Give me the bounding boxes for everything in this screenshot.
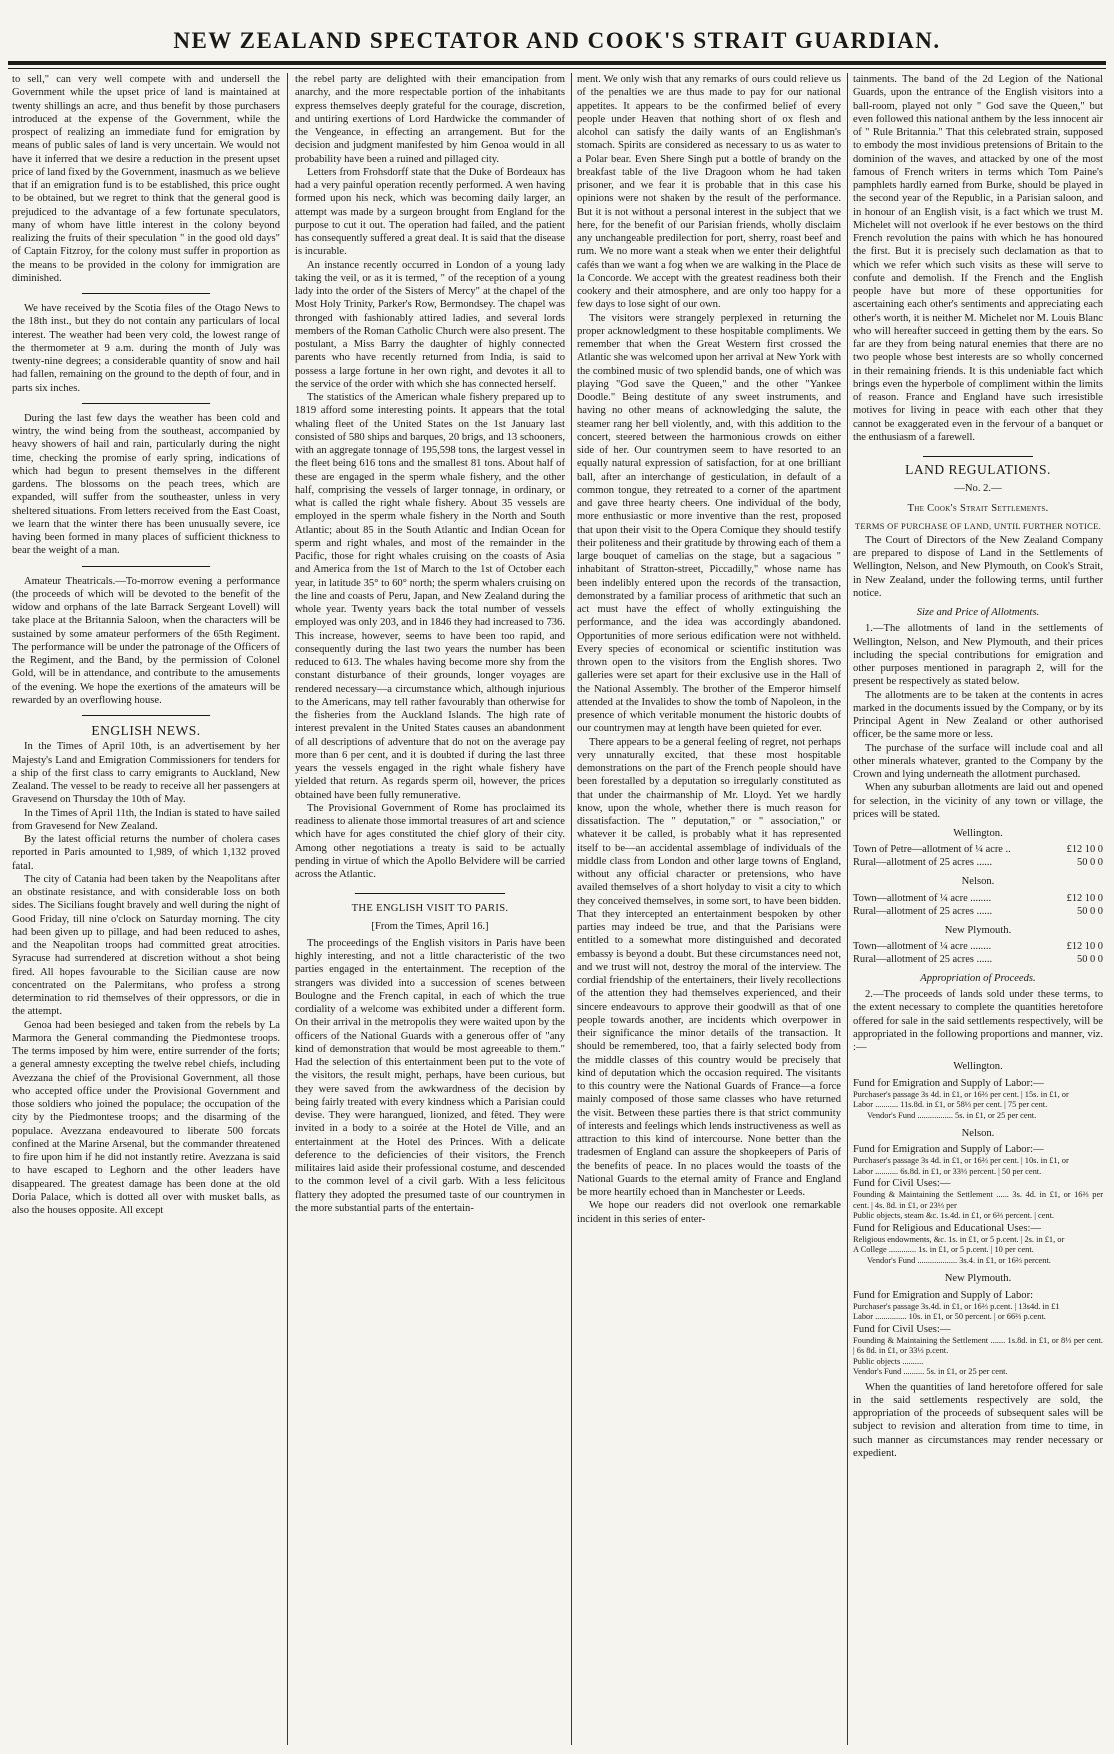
- price-label: Rural—allotment of 25 acres ......: [853, 857, 993, 869]
- fund-settlement-nelson: Nelson.: [961, 1128, 995, 1139]
- article-paragraph: In the Times of April 11th, the Indian is stated to have sailed from Gravesend for New Zealand.: [12, 807, 280, 832]
- column-2: [295, 73, 565, 1745]
- settlement-name-wellington: Wellington.: [953, 828, 1003, 839]
- regulation-number: —No. 2.—: [954, 483, 1002, 495]
- price-label: Rural—allotment of 25 acres ......: [853, 953, 993, 965]
- fund-line: Purchaser's passage 3s.4d. in £1, or 16⅔ p.cent. | 13s4d. in £1: [853, 1301, 1060, 1311]
- column-divider-1: [287, 73, 288, 1745]
- article-paragraph: 2.—The proceeds of lands sold under these terms, to the extent necessary to complete the quantities heretofore offered for sale in the said settlements respectively, will be appropriated in the following proportions and manner, viz. :—: [853, 989, 1103, 1053]
- section-divider: [82, 403, 210, 404]
- price-label: Town of Petre—allotment of ¼ acre ..: [853, 844, 1011, 856]
- column-divider-3: [847, 73, 848, 1745]
- article-paragraph: The Court of Directors of the New Zealand Company are prepared to dispose of Land in the Settlements of Wellington, Nelson, and New Plymouth, on Cook's Strait, in New Zealand, under the following terms, until further notice.: [853, 534, 1103, 599]
- article-paragraph: In the Times of April 10th, is an advertisement by her Majesty's Land and Emigration Commissioners for tenders for a ship of the first class to carry emigrants to Auckland, New Zealand. The vessel to be ready to receive all her passengers at Gravesend on Thursday the 10th of May.: [12, 741, 280, 806]
- article-paragraph: The purchase of the surface will include coal and all other minerals whatever, granted to the Company by the Crown and lying underneath the allotment purchased.: [853, 742, 1103, 780]
- fund-settlement-new-plymouth: New Plymouth.: [944, 1273, 1012, 1285]
- price-row: [853, 905, 1103, 918]
- fund-heading: Fund for Emigration and Supply of Labor:—: [853, 1144, 1044, 1156]
- price-row: [853, 953, 1103, 966]
- article-paragraph: During the last few days the weather has been cold and wintry, the wind being from the southeast, accompanied by heavy showers of hail and rain, particularly during the night time, checking the promise of early spring, indications of which had begun to present themselves in the different gardens. The blossoms on the peach trees, which are expanded, will suffer from the southeaster, unless in very sheltered situations. From letters received from the East Coast, we learn that the winter there has been unusually severe, ice having been formed in many places of sufficient thickness to bear the weight of a man.: [12, 412, 280, 557]
- masthead-title: NEW ZEALAND SPECTATOR AND COOK'S STRAIT GUARDIAN.: [173, 28, 941, 53]
- article-paragraph: ment. We only wish that any remarks of ours could relieve us of the penalties we are thus made to pay for our national appetites. It appears to be the confirmed belief of every people under Heaven that nothing short of ox flesh and alcohol can satisfy the daily wants of an Englishman's stomach. Spirits are considered as necessary to us as water to a Polar bear. Even Shere Singh put a bottle of brandy on the breakfast table of the live Dragoon whom he had taken prisoner, and we fear it is probable that in this case his opinions were not shaken by the result of the performance. But it is not without a personal interest in the subject that we here, for the benefit of our Parisian friends, wholly disclaim any unchangeable predilection for port, sherry, roast beef and rum. We no more want a steak when we enter their delightful cafés than we want a fog when we are walking in the Place de la Concorde. We accept with the greatest readiness both their cookery and their atmosphere, and are only too happy for a few days to lose sight of our own.: [577, 74, 841, 311]
- article-paragraph: When any suburban allotments are laid out and opened for selection, in the vicinity of any town or village, the prices will be stated.: [853, 782, 1103, 820]
- article-paragraph: The city of Catania had been taken by the Neapolitans after an obstinate resistance, and with considerable loss on both sides. The Sicilians fought bravely and well during the night of Good Friday, till nine o'clock on Saturday morning. The city had been given up to pillage, and had been reduced to ashes, and the Neapolitan troops had committed great atrocities. Syracuse had surrendered at discretion without a shot being fired. All hopes favourable to the Sicilian cause are now concentrated on the Palermitans, who profess a strong determination to rid themselves of their oppressors, or die in the attempt.: [12, 873, 280, 1018]
- price-amount: £12 10 0: [1066, 892, 1103, 904]
- settlement-name-nelson: Nelson.: [961, 876, 995, 888]
- section-heading-land-regulations: LAND REGULATIONS.: [905, 462, 1051, 477]
- price-amount: 50 0 0: [1077, 857, 1103, 869]
- section-divider: [82, 293, 210, 294]
- fund-line: Vendor's Fund ................. 5s. in £1, or 25 per cent.: [867, 1110, 1037, 1120]
- size-price-heading: Size and Price of Allotments.: [916, 607, 1040, 618]
- section-divider: [82, 715, 210, 716]
- column-3: [577, 73, 841, 1745]
- price-label: Town—allotment of ¼ acre ........: [853, 940, 992, 952]
- fund-line: Labor ............... 10s. in £1, or 50 percent. | or 66⅔ p.cent.: [853, 1312, 1046, 1321]
- article-paragraph: We hope our readers did not overlook one remarkable incident in this series of enter-: [577, 1200, 841, 1225]
- fund-line: Religious endowments, &c. 1s. in £1, or 5 p.cent. | 2s. in £1, or: [853, 1234, 1065, 1244]
- article-paragraph: We have received by the Scotia files of the Otago News to the 18th inst., but they do not contain any particulars of local interest. The weather had been very cold, the lowest range of the thermometer at 9 a.m. during the month of July was twenty-nine degrees; a considerable quantity of snow and hail had fallen, remaining on the ground to the depth of four, and in parts six inches.: [12, 303, 280, 394]
- article-paragraph: By the latest official returns the number of cholera cases reported in Paris amounted to 1,989, of which 1,132 proved fatal.: [12, 834, 280, 872]
- masthead-rule-thin: [8, 68, 1106, 69]
- article-paragraph: The Provisional Government of Rome has proclaimed its readiness to alienate those immortal treasures of art and science which have for ages constituted the chief glory of their city. Among other negotiations a treaty is said to be actually pending in virtue of which the Apollo Belvidere will be carried across the Atlantic.: [295, 802, 565, 880]
- fund-heading: Fund for Religious and Educational Uses:—: [853, 1222, 1042, 1234]
- article-paragraph: An instance recently occurred in London of a young lady taking the veil, or as it is termed, " of the reception of a young lady into the order of the Sisters of Mercy" at the chapel of the Most Holy Trinity, Parker's Row, Bermondsey. The chapel was thronged with fashionably attired ladies, and several lords members of the Roman Catholic Church were also present. The postulant, a Miss Barry the daughter of highly connected parents who have recently returned from India, is said to possess a large fortune in her own right, and devotes it all to the service of the order with which she has connected herself.: [295, 259, 565, 390]
- fund-line: Vendor's Fund ................... 3s.4. in £1, or 16⅔ percent.: [867, 1255, 1051, 1265]
- fund-heading: Fund for Emigration and Supply of Labor:: [853, 1289, 1034, 1301]
- fund-settlement-wellington: Wellington.: [953, 1061, 1003, 1073]
- article-paragraph: 1.—The allotments of land in the settlements of Wellington, Nelson, and New Plymouth, and their prices including the special contributions for emigration and other purposes mentioned in paragraph 2, will for the present be respectively as stated below.: [853, 623, 1103, 688]
- article-paragraph: Amateur Theatricals.—To-morrow evening a performance (the proceeds of which will be devoted to the benefit of the widow and orphans of the late Barrack Sergeant Lovell) will take place at the Britannia Saloon, when the characters will be sustained by some amateur performers of the 65th Regiment. The performance will be under the patronage of the Officers of the Regiment, and the Band, by the permission of Colonel Gold, will be in attendance, and contribute to the amusements of the evening. We hope the exertions of the amateurs will be rewarded by an overflowing house.: [12, 575, 280, 706]
- article-paragraph: Letters from Frohsdorff state that the Duke of Bordeaux has had a very painful operation recently performed. A wen having formed upon his neck, which was becoming daily larger, an attempt was made by a surgeon brought from England for the purpose to cut it out. The operation had failed, and the patient has consequently suffered a great deal. It is said that the disease is incurable.: [295, 166, 565, 258]
- price-label: Town—allotment of ¼ acre ........: [853, 892, 992, 904]
- article-paragraph: When the quantities of land heretofore offered for sale in the said settlements respectively are sold, the appropriation of the proceeds of subsequent sales will be subject to revision and alteration from time to time, in such manner as circumstances may render necessary or expedient.: [853, 1381, 1103, 1459]
- fund-line: Vendor's Fund .......... 5s. in £1, or 25 per cent.: [853, 1367, 1008, 1376]
- appropriation-heading: Appropriation of Proceeds.: [920, 972, 1036, 984]
- price-amount: 50 0 0: [1077, 953, 1103, 965]
- masthead-rule-thick: [8, 61, 1106, 65]
- article-paragraph: tainments. The band of the 2d Legion of the National Guards, upon the entrance of the English visitors into a ball-room, played not only " God save the Queen," but even followed this national anthem by the less innocent air of " Rule Britannia." That this celebrated strain, supposed to embody the most invidious pretensions of Britain to the dominion of the waves, and attacked by one of the most famous of French writers in terms which Tom Paine's pamphlets hardly earned from Burke, should be played in the second year of the Republic, in a Parisian saloon, and in honour of an English visit, is a fact which we trust M. Michelet will not overlook if he ever bestows on the third French revolution the pains with which he has honoured the first. But it is precisely such declamation as that to which we refer which such visits as these will serve to confute and demolish. If the French and the English people have but more of these opportunities for ascertaining each other's sentiments and appreciating each other's worth, it is neither M. Michelet nor M. Louis Blanc who will hereafter succeed in getting them by the ears. So far are they from being natural enemies that there are no two people whose best interests are so wholly concerned in their remaining friends. It is this undeniable fact which brings even the hyperbole of compliment within the limits of reason. France and England have such irresistible motives for living in peace with each other that they cannot be exaggerated even in the fervour of a banquet or the enthusiasm of a farewell.: [853, 74, 1103, 443]
- price-amount: £12 10 0: [1066, 940, 1103, 952]
- settlement-name-new-plymouth: New Plymouth.: [944, 924, 1012, 936]
- fund-line: Public objects ..........: [853, 1356, 924, 1366]
- fund-heading: Fund for Civil Uses:—: [853, 1178, 951, 1190]
- price-row: [853, 940, 1103, 953]
- section-heading-english-news: ENGLISH NEWS.: [91, 723, 201, 738]
- section-heading-visit-to-paris: THE ENGLISH VISIT TO PARIS.: [351, 903, 509, 915]
- price-row: [853, 892, 1103, 905]
- article-paragraph: The proceedings of the English visitors in Paris have been highly interesting, and not a little characteristic of the two parties engaged in the entertainment. The reception of the strangers was divided into a succession of scenes between Boulogne and the French capital, in each of which the true cordiality of a welcome was exhibited under a different form. On their arrival in the metropolis they were waited upon by the officers of the National Guards with a generous offer of "any kind of demonstration that would be most agreeable to them." Had the selection of this entertainment been put to the vote of the visitors, the result might, perhaps, have been curious, but they were saved from the awkwardness of the decision by being fairly treated with every kindness which a Parisian could devise. They were harangued, lionized, and fêted. They were invited in a body to a soirée at the Hotel de Ville, and an entertainment at the Hotel des Princes. With a delicate deference to the deficiencies of their visitors, the French militaires laid aside their professional costume, and descended to the common level of a civil garb. With a less felicitous flattery they adopted the presumed taste of our countrymen in the more substantial parts of the entertain-: [295, 937, 565, 1214]
- fund-line: Purchaser's passage 3s 4d. in £1, or 16⅔ per cent. | 15s. in £1, or: [853, 1089, 1069, 1099]
- fund-line: Purchaser's passage 3s 4d. in £1, or 16⅔ per cent. | 10s. in £1, or: [853, 1156, 1069, 1166]
- section-divider: [355, 893, 505, 894]
- price-row: [853, 856, 1103, 869]
- article-paragraph: the rebel party are delighted with their emancipation from anarchy, and the more respectable portion of the inhabitants express themselves deeply grateful for the courage, discretion, and untiring exertions of Lord Hardwicke the commander of the Vengeance, in effecting an arrangement. But for the decision and judgment manifested by him Genoa would in all probability have been a ruined and pillaged city.: [295, 74, 565, 165]
- fund-heading: Fund for Emigration and Supply of Labor:—: [853, 1077, 1044, 1089]
- article-paragraph: The visitors were strangely perplexed in returning the proper acknowledgment to these hospitable compliments. We remember that when the Great Western first crossed the Atlantic she was welcomed upon her arrival at New York with the combined music of two splendid bands, one of which was playing "God save the Queen," and the other "Yankee Doodle." Being destitute of any sweet instruments, and having no other means of acknowledging the salute, the steamer rang her bell violently, and, with this addition to the concert, steered between the harmonious crowds on either side of her. Our countrymen seem to have resorted to an equally natural expression of satisfaction, for at one brilliant ball, after an interchange of gesticulation, in default of a common tongue, they retreated to a corner of the apartment and gave three hearty cheers. One individual of the body, more enthusiastic or more inventive than the rest, proposed that upon their visit to the Opera Comique they should testify their politeness and their gratitude by throwing each of them a large bouquet of camelias on the stage, but a sagacious " inhabitant of Stratton-street, Piccadilly," whose name has been indelibly entered upon the records of the transaction, demonstrated by a familiar process of arithmetic that such an act must have the effect of wholly extinguishing the performance, and the idea was accordingly abandoned. Opportunities of more serious edification were not withheld. Every species of economical or scientific institution was thrown open to the visitors from the English shores. Two galleries were set apart for their exclusive use in the Hall of the National Assembly. The brother of the Emperor himself attended at the Invalides to show the tomb of Napoleon, in the presence of which veritable monument the historic doubts of our countrymen may at length have been quieted for ever.: [577, 312, 841, 735]
- fund-line: A College ............. 1s. in £1, or 5 p.cent. | 10 per cent.: [853, 1245, 1034, 1255]
- fund-line: Labor ........... 11s.8d. in £1, or 58⅓ per cent. | 75 per cent.: [853, 1100, 1048, 1109]
- price-row: [853, 843, 1103, 856]
- regulation-subheading: The Cook's Strait Settlements.: [907, 502, 1049, 514]
- section-divider: [923, 456, 1033, 457]
- column-divider-2: [571, 73, 572, 1745]
- article-source-line: [From the Times, April 16.]: [371, 920, 489, 932]
- fund-heading: Fund for Civil Uses:—: [853, 1323, 951, 1335]
- regulation-terms-caption: TERMS OF PURCHASE OF LAND, UNTIL FURTHER NOTICE.: [854, 520, 1102, 531]
- fund-line: Public objects, steam &c. 1s.4d. in £1, or 6⅔ percent. | cent.: [853, 1211, 1055, 1221]
- fund-line: Labor ........... 6s.8d. in £1, or 33⅓ percent. | 50 per cent.: [853, 1166, 1042, 1176]
- section-divider: [82, 566, 210, 567]
- column-4: [853, 73, 1103, 1745]
- article-paragraph: to sell," can very well compete with and undersell the Government while the upset price of land is maintained at twenty shillings an acre, and thus benefit by those purchasers introduced at the expense of the Government, while the prospect of realizing an immediate fund for emigration by means of public sales of land is very uncertain. We would not have it inferred that we desire a reduction in the present upset price of land fixed by the Government, inasmuch as we believe that if an emigration fund is to be established, this price ought to be obtained, but we regret to think that the general good is prejudiced to the advantage of a few fortunate speculators, many of whom have little interest in the colony beyond realizing the fruits of their speculation " in the good old days" of Captain Fitzroy, for the colony must suffer in proportion as the means to be provided in the colony for immigration are diminished.: [12, 74, 280, 284]
- fund-line: Founding & Maintaining the Settlement ....... 1s.8d. in £1, or 8⅓ per cent. | 6s 8d. in £1, or 33⅓ p.cent.: [853, 1335, 1103, 1355]
- article-paragraph: The allotments are to be taken at the contents in acres marked in the documents issued by the Company, or by its Principal Agent in New Zealand or other authorised officer, be the same more or less.: [853, 689, 1103, 741]
- fund-line: Founding & Maintaining the Settlement ...... 3s. 4d. in £1, or 16⅔ per cent. | 4s. 8d. in £1, or 23⅓ per: [853, 1190, 1103, 1210]
- column-1: [12, 73, 280, 1745]
- article-paragraph: There appears to be a general feeling of regret, not perhaps very unnaturally excited, that these most hospitable demonstrations on the part of the French people should have been forestalled by a deputation so irregularly constituted as that under the chairmanship of Mr. Lloyd. Yet we hardly know, upon the whole, whether there is much reason for dissatisfaction. The " deputation," or " association," or whatever it be called, is probably what it has represented itself to be—an accidental assemblage of individuals of the middle class from London and other large towns of England, without any official character or pretensions, who have availed themselves of a short holyday to visit a city to which they conceived themselves, in some sort, to have been bidden. That they intercepted an entertainment bespoken by other parties may indeed be true, and that the Parisians were entitled to a somewhat more distinguished and decorated embassy is beyond a doubt. But these circumstances need not, and we trust will not, destroy the moral of the interview. The cordial friendship of the entertainers, their lively recollections of the attention they had themselves experienced, and their sincere endeavours to approve their goodwill as that of one people towards another, are incidents which overpower in their significance the minor details of the transaction. It should be remembered, too, that a fairly selected body from the middle classes of this country would be precisely that kind of deputation which the occasion required. The visitants to this country were the National Guards of France—a force mainly composed of those same classes who have returned the visit. Between these parties there is that strict community of interests and feelings which lends instructiveness as well as attraction to this kind of intercourse. None better than the tradesmen of England can assure the shopkeepers of Paris of the benefits of peace. In no places would the toasts of the National Guards to the eternal amity of France and England be more heartily echoed than in Manchester or Leeds.: [577, 736, 841, 1198]
- price-label: Rural—allotment of 25 acres ......: [853, 905, 993, 917]
- price-amount: £12 10 0: [1066, 844, 1103, 856]
- article-paragraph: Genoa had been besieged and taken from the rebels by La Marmora the General commanding the Piedmontese troops. The terms imposed by him were, entire surrender of the forts; a general amnesty excepting the twelve rebel chiefs, including Avezzana the chief of the Provisional Government, all those who accepted office under the Provisional Government and those soldiers who joined the populace; the occupation of the city by the Piedmontese troops; and the disarming of the populace. Avezzana endeavoured to liberate 500 forcats confined at the Marine Arsenal, but the commander threatened to fire upon him if he did not instantly retire. Avezzana is said to have escaped to Leghorn and the other leaders have disappeared. The greatest damage has been done at the old Doria Palace, which is dotted all over with musket balls, as also the houses opposite. All except: [12, 1019, 280, 1216]
- article-paragraph: The statistics of the American whale fishery prepared up to 1819 afford some interesting points. It appears that the total whaling fleet of the United States on the 1st January last consisted of 580 ships and barques, 20 brigs, and 13 schooners, with an aggregate tonnage of 195,598 tons, the largest vessel in the fleet being 616 tons and the smallest 81 tons. About half of these are engaged in the sperm whale fishery, and the other half, comprising the vessels of larger tonnage, in ordinary, or what is called the right whale fishery. About 35 vessels are employed in the sperm whale fishery in the North and South Atlantic; about 85 in the South Atlantic and Indian Ocean for sperm and right whales, and most of the remainder in the Pacific, those for right whales cruising on the coasts of Asia and America from the 1st of March to the 1st of October each year, in latitude 35° to 60° north; the sperm whalers cruising on the line and coasts of Peru, Japan, and New Zealand during the whole year. Twenty years back the total number of vessels employed was only 203, and in 1846 they had increased to 736. This increase, however, seems to have been too rapid, and consequently during the last two years the number has been reduced to 613. The whales having become more shy from the constant disturbance of their grounds, longer voyages are rendered necessary—a circumstance which, although injurious to the Americans, may tell rather favourably than otherwise for the fisheries from the Auckland Islands. The high rate of interest prevalent in the United States causes an abandonment of all descriptions of adventure that do not on the average pay more than 6 per cent, and it is doubted if during the last three years the vessels engaged in the right whale fishery have yielded that return. As regards sperm oil, however, the prices obtained have been fully remunerative.: [295, 392, 565, 801]
- price-amount: 50 0 0: [1077, 905, 1103, 917]
